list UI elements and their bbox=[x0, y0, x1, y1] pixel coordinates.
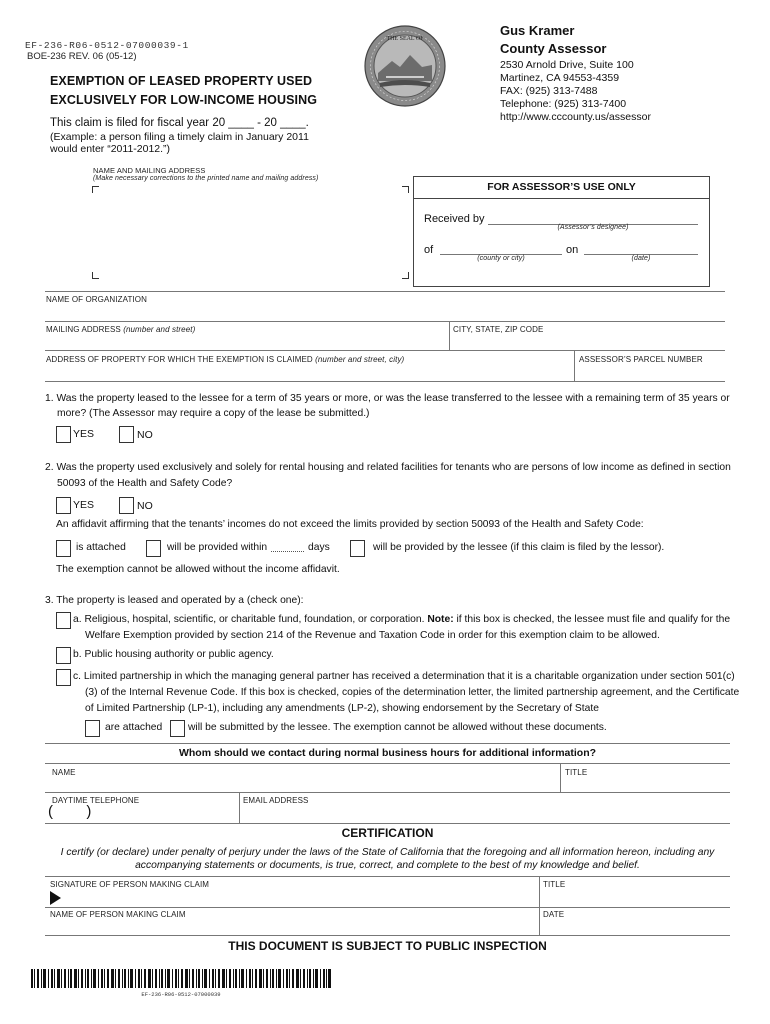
lp-docs-submitted-label: will be submitted by the lessee. The exemption cannot be allowed without these documents. bbox=[188, 722, 607, 733]
form-title-line1: EXEMPTION OF LEASED PROPERTY USED bbox=[50, 74, 313, 88]
corner-mark-bl bbox=[92, 272, 99, 279]
contact-title-label: TITLE bbox=[565, 768, 588, 777]
parcel-number-label: ASSESSOR’S PARCEL NUMBER bbox=[579, 355, 703, 364]
mailing-address-field[interactable] bbox=[45, 334, 447, 350]
affidavit-by-lessee-label: will be provided by the lessee (if this claim is filed by the lessor). bbox=[373, 542, 665, 553]
assessor-phone: Telephone: (925) 313-7400 bbox=[500, 98, 627, 110]
assessor-use-box bbox=[413, 176, 710, 287]
q1-no-label: NO bbox=[137, 429, 153, 441]
city-state-zip-label: CITY, STATE, ZIP CODE bbox=[453, 325, 544, 334]
barcode bbox=[31, 969, 331, 988]
q2-yes-label: YES bbox=[73, 499, 95, 511]
property-address-field[interactable] bbox=[45, 364, 572, 380]
property-address-label bbox=[46, 355, 404, 364]
q1-line2: more? (The Assessor may require a copy of the lease be submitted.) bbox=[57, 408, 370, 419]
example-line2: would enter “2011-2012.”) bbox=[50, 143, 171, 155]
corner-mark-tl bbox=[92, 186, 99, 193]
email-label: EMAIL ADDRESS bbox=[243, 796, 309, 805]
q3a-line2: Welfare Exemption provided by section 214 of the Revenue and Taxation Code in order for this exemption claim to be allowed. bbox=[85, 630, 660, 641]
affidavit-provided-within-checkbox[interactable] bbox=[146, 540, 161, 557]
date-field[interactable] bbox=[541, 919, 728, 934]
lp-docs-submitted-checkbox[interactable] bbox=[170, 720, 185, 737]
contact-heading: Whom should we contact during normal business hours for additional information? bbox=[178, 747, 597, 759]
signature-label: SIGNATURE OF PERSON MAKING CLAIM bbox=[50, 880, 210, 889]
q1-line1: 1. Was the property leased to the lessee for a term of 35 years or more, or was the lease transferred to the lessee with a remaining term of 35 years or bbox=[45, 393, 730, 404]
assessor-address2: Martinez, CA 94553-4359 bbox=[500, 72, 620, 84]
signer-title-label: TITLE bbox=[543, 880, 566, 889]
contact-name-field[interactable] bbox=[50, 777, 558, 791]
received-by-label: Received by bbox=[424, 213, 485, 225]
days-input-line[interactable] bbox=[271, 551, 304, 552]
q3c-checkbox[interactable] bbox=[56, 669, 71, 686]
date-caption: (date) bbox=[631, 255, 651, 262]
q1-yes-checkbox[interactable] bbox=[56, 426, 71, 443]
county-or-city-caption: (county or city) bbox=[477, 255, 525, 262]
mailing-block-label: NAME AND MAILING ADDRESS bbox=[93, 166, 206, 175]
public-inspection-notice: THIS DOCUMENT IS SUBJECT TO PUBLIC INSPECTION bbox=[228, 939, 547, 953]
assessor-website-link[interactable]: http://www.cccounty.us/assessor bbox=[500, 111, 651, 123]
signer-name-field[interactable] bbox=[48, 919, 536, 934]
q3c-line1: c. Limited partnership in which the managing general partner has received a determination that it is a charitable organization under section 501(c) bbox=[73, 671, 735, 682]
q2-affidavit-text: An affidavit affirming that the tenants’ incomes do not exceed the limits provided by section 50093 of the Health and Safety Code: bbox=[56, 519, 644, 530]
q1-no-checkbox[interactable] bbox=[119, 426, 134, 443]
mailing-address-label-text: MAILING ADDRESS bbox=[46, 325, 121, 334]
form-revision: BOE-236 REV. 06 (05-12) bbox=[27, 51, 137, 62]
affidavit-attached-checkbox[interactable] bbox=[56, 540, 71, 557]
example-line1: (Example: a person filing a timely claim in January 2011 bbox=[50, 131, 309, 143]
q3b-checkbox[interactable] bbox=[56, 647, 71, 664]
q1-yes-label: YES bbox=[73, 428, 95, 440]
phone-area-code-parentheses: ( ) bbox=[48, 803, 92, 820]
email-field[interactable] bbox=[241, 806, 728, 822]
county-seal-logo bbox=[364, 25, 446, 107]
mailing-address-label bbox=[46, 325, 195, 334]
q3-intro: 3. The property is leased and operated by a (check one): bbox=[45, 595, 304, 606]
q2-no-checkbox[interactable] bbox=[119, 497, 134, 514]
corner-mark-br bbox=[402, 272, 409, 279]
fiscal-year-line: This claim is filed for fiscal year 20 ____ - 20 ____. bbox=[50, 117, 309, 129]
designee-caption: (Assessor’s designee) bbox=[557, 224, 629, 231]
q3a-line1-start: a. Religious, hospital, scientific, or charitable fund, foundation, or corporation. bbox=[73, 614, 425, 625]
mailing-address-note: (number and street) bbox=[123, 325, 196, 334]
contact-title-field[interactable] bbox=[563, 777, 728, 791]
q2-line2: 50093 of the Health and Safety Code? bbox=[57, 478, 233, 489]
affidavit-attached-label: is attached bbox=[76, 542, 126, 553]
of-label: of bbox=[424, 244, 434, 256]
days-label: days bbox=[308, 542, 330, 553]
date-label: DATE bbox=[543, 910, 565, 919]
q2-yes-checkbox[interactable] bbox=[56, 497, 71, 514]
certification-line2: accompanying statements or documents, is true, correct, and complete to the best of my knowledge and belief. bbox=[135, 860, 640, 871]
affidavit-by-lessee-checkbox[interactable] bbox=[350, 540, 365, 557]
q3a-note-label: Note: bbox=[427, 614, 454, 625]
lp-docs-attached-checkbox[interactable] bbox=[85, 720, 100, 737]
signer-name-label: NAME OF PERSON MAKING CLAIM bbox=[50, 910, 186, 919]
q2-line1: 2. Was the property used exclusively and solely for rental housing and related facilities for tenants who are persons of low income as defined in section bbox=[45, 462, 731, 473]
affidavit-provided-within-label: will be provided within bbox=[167, 542, 268, 553]
q2-no-label: NO bbox=[137, 500, 153, 512]
daytime-phone-label: DAYTIME TELEPHONE bbox=[52, 796, 140, 805]
daytime-phone-field[interactable] bbox=[50, 804, 236, 822]
form-title-line2: EXCLUSIVELY FOR LOW-INCOME HOUSING bbox=[50, 93, 318, 107]
parcel-number-field[interactable] bbox=[576, 364, 725, 380]
org-name-label: NAME OF ORGANIZATION bbox=[46, 295, 147, 304]
assessor-name: Gus Kramer bbox=[500, 23, 575, 38]
property-address-label-text: ADDRESS OF PROPERTY FOR WHICH THE EXEMPTION IS CLAIMED bbox=[46, 355, 313, 364]
assessor-use-title: FOR ASSESSOR’S USE ONLY bbox=[487, 181, 636, 193]
corner-mark-tr bbox=[402, 186, 409, 193]
q3a-line1-end: if this box is checked, the lessee must file and qualify for the bbox=[456, 614, 731, 625]
q3c-line2: (3) of the Internal Revenue Code. If this box is checked, copies of the determination letter, the limited partnership agreement, and the Certificate bbox=[85, 687, 740, 698]
contact-name-label: NAME bbox=[52, 768, 76, 777]
barcode-text: EF-236-R06-0512-07000039 bbox=[141, 991, 221, 998]
mailing-block-sublabel: (Make necessary corrections to the printed name and mailing address) bbox=[93, 175, 319, 182]
certification-line1: I certify (or declare) under penalty of perjury under the laws of the State of California that the foregoing and all information hereon, including any bbox=[60, 847, 715, 858]
q3a-line1 bbox=[73, 612, 733, 628]
property-address-note: (number and street, city) bbox=[315, 355, 405, 364]
seal-text: THE SEAL OF bbox=[386, 36, 424, 42]
assessor-address1: 2530 Arnold Drive, Suite 100 bbox=[500, 59, 634, 71]
assessor-title: County Assessor bbox=[500, 41, 607, 56]
assessor-fax: FAX: (925) 313-7488 bbox=[500, 85, 598, 97]
q3c-line3: of Limited Partnership (LP-1), including any amendments (LP-2), showing endorsement by the Secretary of State bbox=[85, 703, 599, 714]
lp-docs-attached-label: are attached bbox=[105, 722, 163, 733]
q3b-label: b. Public housing authority or public agency. bbox=[73, 649, 274, 660]
org-name-field[interactable] bbox=[45, 304, 725, 320]
signer-title-field[interactable] bbox=[541, 889, 728, 906]
q2-income-affidavit-note: The exemption cannot be allowed without the income affidavit. bbox=[56, 564, 340, 575]
signature-field[interactable] bbox=[66, 889, 536, 906]
certification-heading: CERTIFICATION bbox=[341, 826, 434, 840]
name-and-mailing-address-field[interactable] bbox=[100, 192, 398, 270]
on-label: on bbox=[566, 244, 579, 256]
form-id: EF-236-R06-0512-07000039-1 bbox=[25, 40, 189, 51]
city-state-zip-field[interactable] bbox=[451, 334, 725, 350]
q3a-checkbox[interactable] bbox=[56, 612, 71, 629]
sign-here-arrow-icon bbox=[50, 891, 61, 905]
